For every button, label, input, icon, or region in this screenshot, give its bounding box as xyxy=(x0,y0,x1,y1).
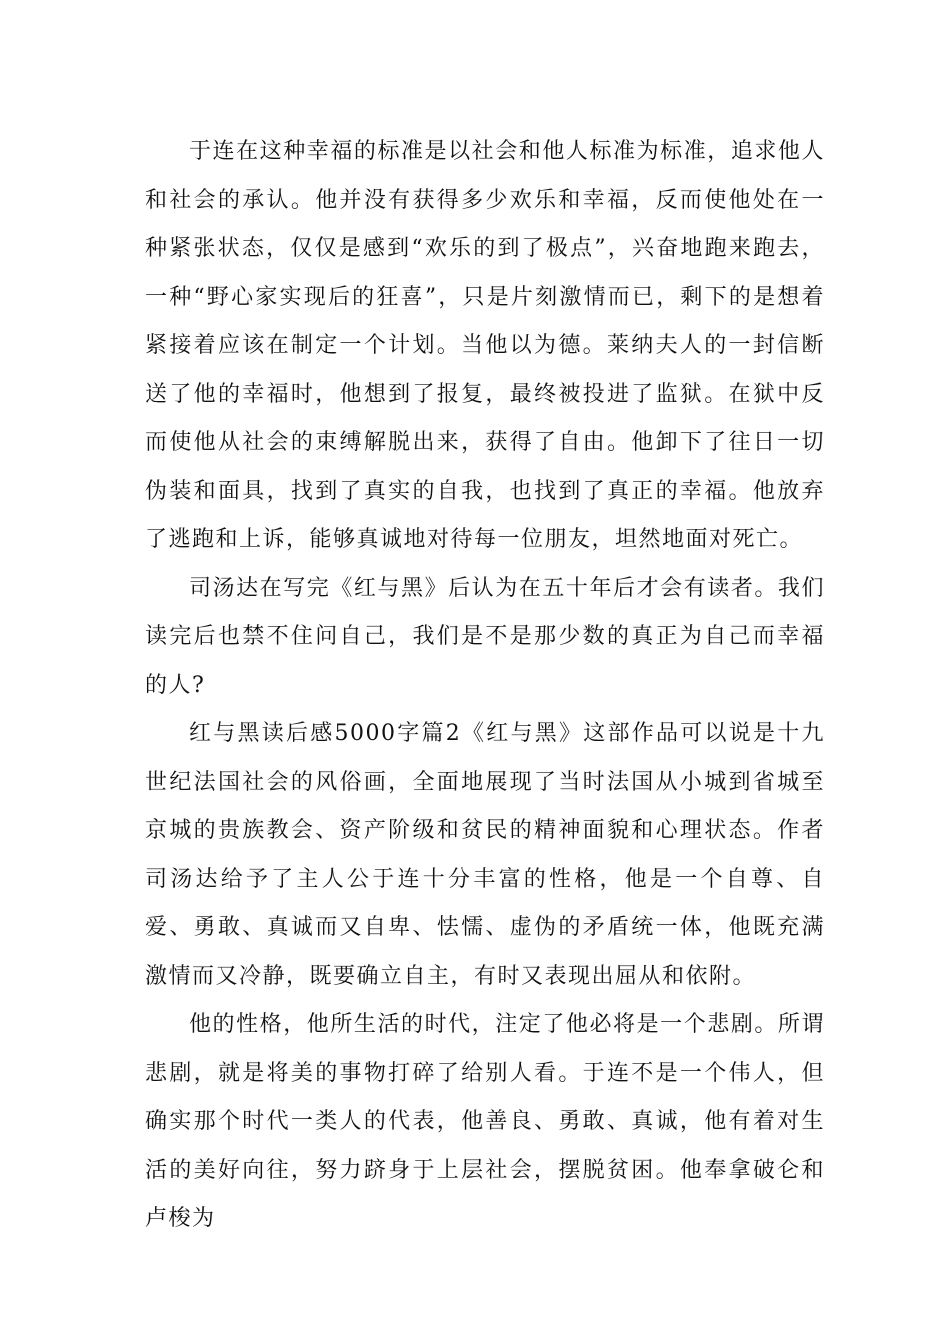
document-body xyxy=(145,128,825,1244)
paragraph-3: 红与黑读后感5000字篇2《红与黑》这部作品可以说是十九世纪法国社会的风俗画，全面地展现了当时法国从小城到省城至京城的贵族教会、资产阶级和贫民的精神面貌和心理状态。作者司汤达给予了主人公于连十分丰富的性格，他是一个自尊、自爱、勇敢、真诚而又自卑、怯懦、虚伪的矛盾统一体，他既充满激情而又冷静，既要确立自主，有时又表现出屈从和依附。 xyxy=(145,721,825,989)
paragraph-4: 他的性格，他所生活的时代，注定了他必将是一个悲剧。所谓悲剧，就是将美的事物打碎了给别人看。于连不是一个伟人，但确实那个时代一类人的代表，他善良、勇敢、真诚，他有着对生活的美好向往，努力跻身于上层社会，摆脱贫困。他奉拿破仑和卢梭为 xyxy=(145,1012,825,1231)
paragraph-1: 于连在这种幸福的标准是以社会和他人标准为标准，追求他人和社会的承认。他并没有获得多少欢乐和幸福，反而使他处在一种紧张状态，仅仅是感到“欢乐的到了极点”，兴奋地跑来跑去，一种“野心家实现后的狂喜”，只是片刻激情而已，剩下的是想着紧接着应该在制定一个计划。当他以为德。莱纳夫人的一封信断送了他的幸福时，他想到了报复，最终被投进了监狱。在狱中反而使他从社会的束缚解脱出来，获得了自由。他卸下了往日一切伪装和面具，找到了真实的自我，也找到了真正的幸福。他放弃了逃跑和上诉，能够真诚地对待每一位朋友，坦然地面对死亡。 xyxy=(145,139,825,552)
paragraph-2: 司汤达在写完《红与黑》后认为在五十年后才会有读者。我们读完后也禁不住问自己，我们是不是那少数的真正为自己而幸福的人? xyxy=(145,575,825,698)
